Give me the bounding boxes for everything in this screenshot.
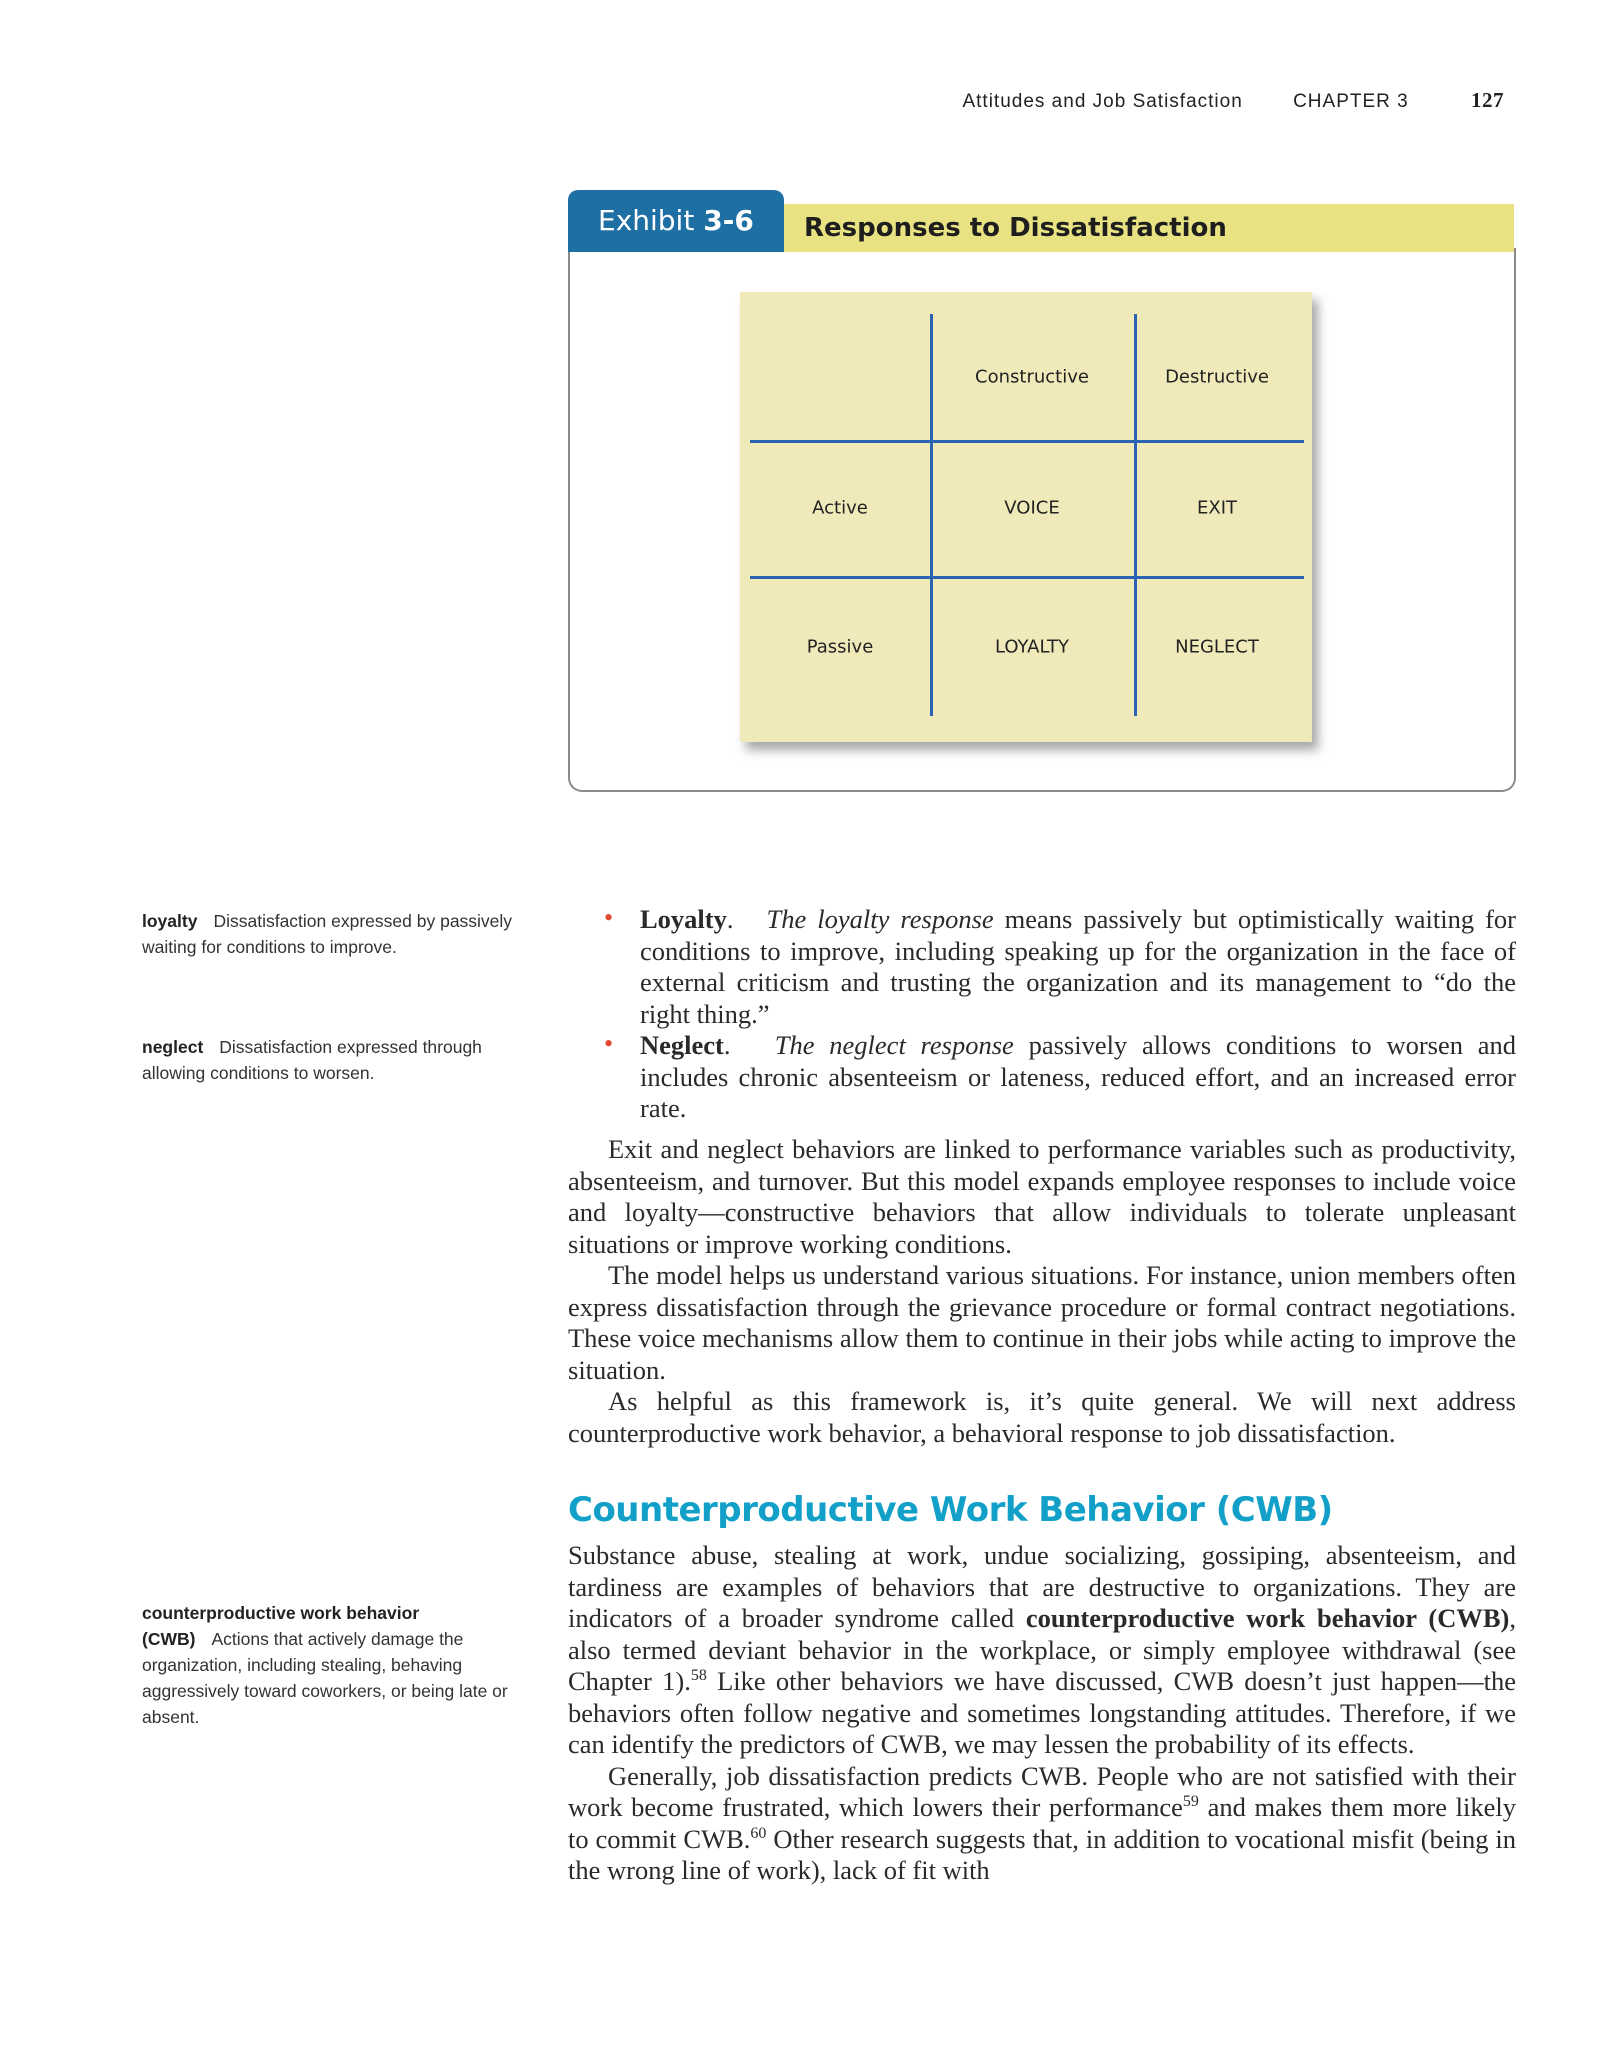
paragraph: The model helps us understand various situations. For instance, union members often express dissatisfaction through the grievance procedure or formal contract negotiations. These voice mechanisms allow them to continue in their jobs while acting to improve the situation. — [568, 1260, 1516, 1385]
row-header: Passive — [806, 636, 874, 658]
text-run: , also termed deviant behavior in the workplace, or simply employee withdrawal (see Chapter 1). — [568, 1603, 1516, 1696]
column-header: Constructive — [975, 366, 1089, 388]
glossary-definition: Dissatisfaction expressed through allowing conditions to worsen. — [142, 1037, 482, 1083]
column-header: Destructive — [1165, 366, 1269, 388]
paragraph — [568, 1540, 1516, 1761]
section-heading: Counterproductive Work Behavior (CWB) — [568, 1490, 1333, 1530]
text-run: Other research suggests that, in addition to vocational misfit (being in the wrong line of work), lack of fit with — [568, 1823, 1516, 1885]
response-matrix — [740, 292, 1312, 742]
glossary-term: counterproductive work behavior (CWB) — [142, 1603, 420, 1649]
matrix-gridline — [930, 314, 933, 716]
bullet-text: passively allows conditions to worsen and includes chronic absenteeism or lateness, reduced effort, and an increased error rate. — [640, 1030, 1516, 1123]
section-body — [568, 1540, 1516, 1887]
key-term: counterproductive work behavior (CWB) — [1025, 1603, 1510, 1633]
glossary-definition: Actions that actively damage the organization, including stealing, behaving aggressively toward coworkers, or being late or absent. — [142, 1629, 508, 1727]
bullet-text: means passively but optimistically waiting for conditions to improve, including speaking up for the organization in the face of external criticism and trusting the organization and its management to “do the right thing.” — [640, 904, 1517, 1029]
bullet-italic: The neglect response — [774, 1030, 1014, 1060]
running-header — [962, 88, 1504, 113]
matrix-cell-neglect: NEGLECT — [1175, 636, 1259, 658]
text-run: Substance abuse, stealing at work, undue socializing, gossiping, absenteeism, and tardiness are examples of behaviors that are destructive to organizations. They are indicators of a broader syndrome called — [568, 1540, 1516, 1633]
text-run: Generally, job dissatisfaction predicts CWB. People who are not satisfied with their work become frustrated, which lowers their performance — [568, 1760, 1516, 1822]
row-header: Active — [812, 497, 868, 519]
bullet-icon: • — [604, 903, 614, 932]
matrix-gridline — [1134, 314, 1137, 716]
body-text — [568, 1134, 1516, 1449]
footnote-ref: 59 — [1182, 1793, 1199, 1811]
list-item: • Neglect. The neglect response passively allows conditions to worsen and includes chronic absenteeism or lateness, reduced effort, and an increased error rate. — [604, 1029, 1516, 1123]
text-run: Like other behaviors we have discussed, CWB doesn’t just happen—the behaviors often follow negative and sometimes longstanding attitudes. Therefore, if we can identify the predictors of CWB, we may lessen the probability of its effects. — [568, 1666, 1516, 1759]
list-item: • Loyalty. The loyalty response means passively but optimistically waiting for conditions to improve, including speaking up for the organization in the face of external criticism and trusting the organization and its management to “do the right thing.” — [604, 903, 1517, 1029]
bullet-icon: • — [604, 1029, 614, 1058]
footnote-ref: 58 — [690, 1667, 707, 1685]
exhibit-tab — [568, 190, 784, 252]
paragraph: As helpful as this framework is, it’s quite general. We will next address counterproductive work behavior, a behavioral response to job dissatisfaction. — [568, 1386, 1516, 1448]
matrix-gridline — [750, 440, 1304, 443]
exhibit-label: Exhibit — [598, 204, 695, 237]
glossary-term: loyalty — [142, 911, 198, 931]
matrix-cell-loyalty: LOYALTY — [994, 636, 1070, 658]
footnote-ref: 60 — [750, 1824, 767, 1842]
running-header-chapter: CHAPTER 3 — [1293, 91, 1409, 112]
glossary-definition: Dissatisfaction expressed by passively waiting for conditions to improve. — [142, 911, 513, 957]
exhibit-title-bar — [784, 204, 1514, 252]
text-run: and makes them more likely to commit CWB. — [568, 1792, 1516, 1854]
bullet-list — [568, 904, 1516, 1125]
page-number: 127 — [1471, 88, 1504, 112]
matrix-gridline — [750, 576, 1304, 579]
glossary-entry-loyalty — [142, 908, 514, 960]
glossary-term: neglect — [142, 1037, 204, 1057]
running-header-title: Attitudes and Job Satisfaction — [962, 91, 1243, 112]
bullet-term: Loyalty — [640, 904, 727, 934]
exhibit — [568, 190, 1516, 793]
bullet-term: Neglect — [640, 1030, 724, 1060]
matrix-cell-voice: VOICE — [1004, 497, 1060, 519]
bullet-italic: The loyalty response — [766, 904, 994, 934]
paragraph — [568, 1761, 1516, 1887]
paragraph: Exit and neglect behaviors are linked to performance variables such as productivity, absenteeism, and turnover. But this model expands employee responses to include voice and loyalty—constructive behaviors that allow individuals to tolerate unpleasant situations or improve working conditions. — [568, 1134, 1516, 1259]
glossary-entry-cwb — [142, 1600, 514, 1730]
exhibit-title: Responses to Dissatisfaction — [804, 213, 1227, 243]
exhibit-number: 3-6 — [703, 204, 754, 237]
matrix-cell-exit: EXIT — [1196, 497, 1238, 519]
glossary-entry-neglect — [142, 1034, 514, 1086]
